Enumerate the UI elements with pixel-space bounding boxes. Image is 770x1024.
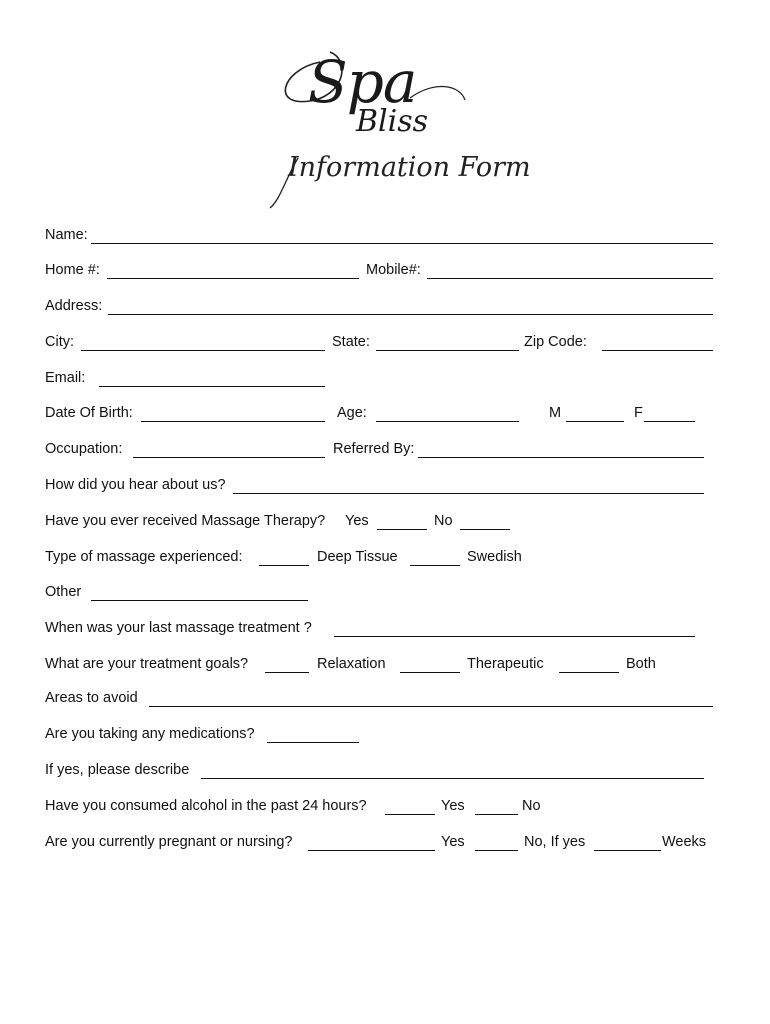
home-phone-field[interactable]: [107, 262, 359, 279]
alcohol-label: Have you consumed alcohol in the past 24 hours?: [45, 798, 367, 814]
home-label: Home #:: [45, 262, 100, 278]
describe-row: [45, 762, 715, 782]
hear-label: How did you hear about us?: [45, 477, 226, 493]
goals-row: [45, 656, 715, 676]
occupation-field[interactable]: [133, 441, 325, 458]
swedish-label: Swedish: [467, 549, 522, 565]
referred-label: Referred By:: [333, 441, 415, 457]
type-row: [45, 549, 715, 569]
address-row: [45, 298, 715, 318]
zip-field[interactable]: [602, 334, 713, 351]
female-field[interactable]: [644, 405, 695, 422]
referred-field[interactable]: [418, 441, 704, 458]
medications-label: Are you taking any medications?: [45, 726, 255, 742]
mobile-field[interactable]: [427, 262, 713, 279]
relaxation-field[interactable]: [265, 656, 309, 673]
describe-label: If yes, please describe: [45, 762, 190, 778]
last-treatment-row: [45, 620, 715, 640]
name-row: [45, 227, 715, 247]
email-label: Email:: [45, 370, 86, 386]
received-no-field[interactable]: [460, 513, 510, 530]
pregnant-yes-field[interactable]: [308, 834, 435, 851]
both-label: Both: [626, 656, 656, 672]
other-row: [45, 584, 715, 604]
areas-label: Areas to avoid: [45, 690, 138, 706]
city-field[interactable]: [81, 334, 325, 351]
medications-row: [45, 726, 715, 746]
type-label: Type of massage experienced:: [45, 549, 243, 565]
medications-field[interactable]: [267, 726, 359, 743]
name-field[interactable]: [91, 227, 713, 244]
pregnant-no-label: No, If yes: [524, 834, 586, 850]
alcohol-no-label: No: [522, 798, 541, 814]
male-field[interactable]: [566, 405, 624, 422]
deep-tissue-field[interactable]: [259, 549, 309, 566]
other-field[interactable]: [91, 584, 308, 601]
last-treatment-field[interactable]: [334, 620, 695, 637]
dob-field[interactable]: [141, 405, 325, 422]
dob-label: Date Of Birth:: [45, 405, 133, 421]
address-label: Address:: [45, 298, 103, 314]
zip-label: Zip Code:: [524, 334, 587, 350]
hear-row: [45, 477, 715, 497]
email-row: [45, 370, 715, 390]
relaxation-label: Relaxation: [317, 656, 386, 672]
alcohol-row: [45, 798, 715, 818]
therapeutic-field[interactable]: [400, 656, 460, 673]
state-field[interactable]: [376, 334, 519, 351]
describe-field[interactable]: [201, 762, 704, 779]
areas-row: [45, 690, 715, 710]
weeks-label: Weeks: [662, 834, 707, 850]
alcohol-no-field[interactable]: [475, 798, 518, 815]
received-yes-field[interactable]: [377, 513, 427, 530]
hear-field[interactable]: [233, 477, 704, 494]
name-label: Name:: [45, 227, 88, 243]
alcohol-yes-field[interactable]: [385, 798, 435, 815]
occupation-row: [45, 441, 715, 461]
received-yes-label: Yes: [345, 513, 369, 529]
address-field[interactable]: [108, 298, 713, 315]
dob-row: [45, 405, 715, 425]
both-field[interactable]: [559, 656, 619, 673]
age-field[interactable]: [376, 405, 519, 422]
areas-field[interactable]: [149, 690, 713, 707]
city-label: City:: [45, 334, 74, 350]
other-label: Other: [45, 584, 82, 600]
therapeutic-label: Therapeutic: [467, 656, 544, 672]
pregnant-row: [45, 834, 715, 854]
pregnant-no-field[interactable]: [475, 834, 518, 851]
goals-label: What are your treatment goals?: [45, 656, 249, 672]
deep-tissue-label: Deep Tissue: [317, 549, 398, 565]
brand-bliss: Bliss: [356, 104, 429, 139]
received-row: [45, 513, 715, 533]
city-row: [45, 334, 715, 354]
received-label: Have you ever received Massage Therapy?: [45, 513, 326, 529]
state-label: State:: [332, 334, 370, 350]
received-no-label: No: [434, 513, 453, 529]
phone-row: [45, 262, 715, 282]
form-title: Information Form: [288, 152, 531, 183]
mobile-label: Mobile#:: [366, 262, 421, 278]
email-field[interactable]: [99, 370, 325, 387]
female-label: F: [634, 405, 643, 421]
occupation-label: Occupation:: [45, 441, 123, 457]
last-treatment-label: When was your last massage treatment ?: [45, 620, 312, 636]
pregnant-yes-label: Yes: [441, 834, 465, 850]
male-label: M: [549, 405, 562, 421]
age-label: Age:: [337, 405, 367, 421]
weeks-field[interactable]: [594, 834, 661, 851]
brand-spa: Spa: [308, 48, 417, 116]
pregnant-label: Are you currently pregnant or nursing?: [45, 834, 293, 850]
swedish-field[interactable]: [410, 549, 460, 566]
spa-bliss-logo: [260, 40, 531, 215]
alcohol-yes-label: Yes: [441, 798, 465, 814]
